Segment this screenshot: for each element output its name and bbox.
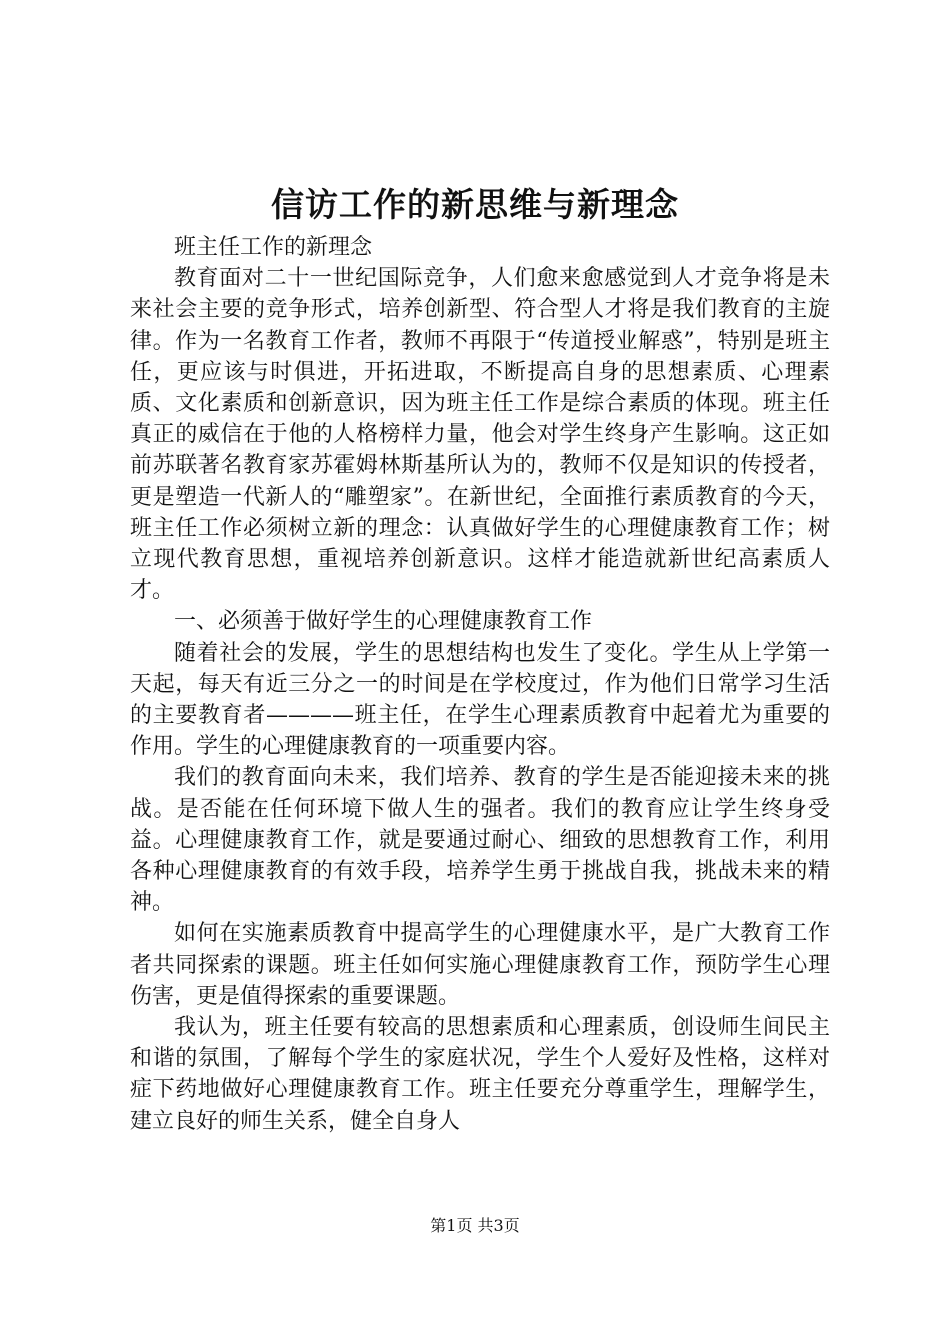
section-heading-1: 一、必须善于做好学生的心理健康教育工作 bbox=[174, 609, 593, 635]
document-body bbox=[130, 232, 830, 1137]
paragraph-body: 我们的教育面向未来，我们培养、教育的学生是否能迎接未来的挑战。是否能在任何环境下做人生的强者。我们的教育应让学生终身受益。心理健康教育工作，就是要通过耐心、细致的思想教育工作，利用各种心理健康教育的有效手段，培养学生勇于挑战自我，挑战未来的精神。 bbox=[130, 765, 830, 916]
paragraph-body: 我认为，班主任要有较高的思想素质和心理素质，创设师生间民主和谐的氛围，了解每个学生的家庭状况，学生个人爱好及性格，这样对症下药地做好心理健康教育工作。班主任要充分尊重学生，理解学生，建立良好的师生关系，健全自身人 bbox=[130, 1015, 830, 1134]
paragraph-body: 如何在实施素质教育中提高学生的心理健康水平，是广大教育工作者共同探索的课题。班主任如何实施心理健康教育工作，预防学生心理伤害，更是值得探索的重要课题。 bbox=[130, 921, 830, 1009]
paragraph-subtitle: 班主任工作的新理念 bbox=[174, 235, 373, 260]
paragraph-intro: 教育面对二十一世纪国际竞争，人们愈来愈感觉到人才竞争将是未来社会主要的竞争形式，培养创新型、符合型人才将是我们教育的主旋律。作为一名教育工作者，教师不再限于“传道授业解惑”，特别是班主任，更应该与时俱进，开拓进取，不断提高自身的思想素质、心理素质、文化素质和创新意识，因为班主任工作是综合素质的体现。班主任真正的威信在于他的人格榜样力量，他会对学生终身产生影响。这正如前苏联著名教育家苏霍姆林斯基所认为的，教师不仅是知识的传授者，更是塑造一代新人的“雕塑家”。在新世纪，全面推行素质教育的今天，班主任工作必须树立新的理念：认真做好学生的心理健康教育工作；树立现代教育思想，重视培养创新意识。这样才能造就新世纪高素质人才。 bbox=[130, 266, 830, 604]
page-footer: 第1页 共3页 bbox=[430, 1216, 520, 1235]
paragraph-body: 随着社会的发展，学生的思想结构也发生了变化。学生从上学第一天起，每天有近三分之一的时间是在学校度过，作为他们日常学习生活的主要教育者————班主任，在学生心理素质教育中起着尤为重要的作用。学生的心理健康教育的一项重要内容。 bbox=[130, 640, 830, 760]
document-title: 信访工作的新思维与新理念 bbox=[271, 185, 679, 224]
